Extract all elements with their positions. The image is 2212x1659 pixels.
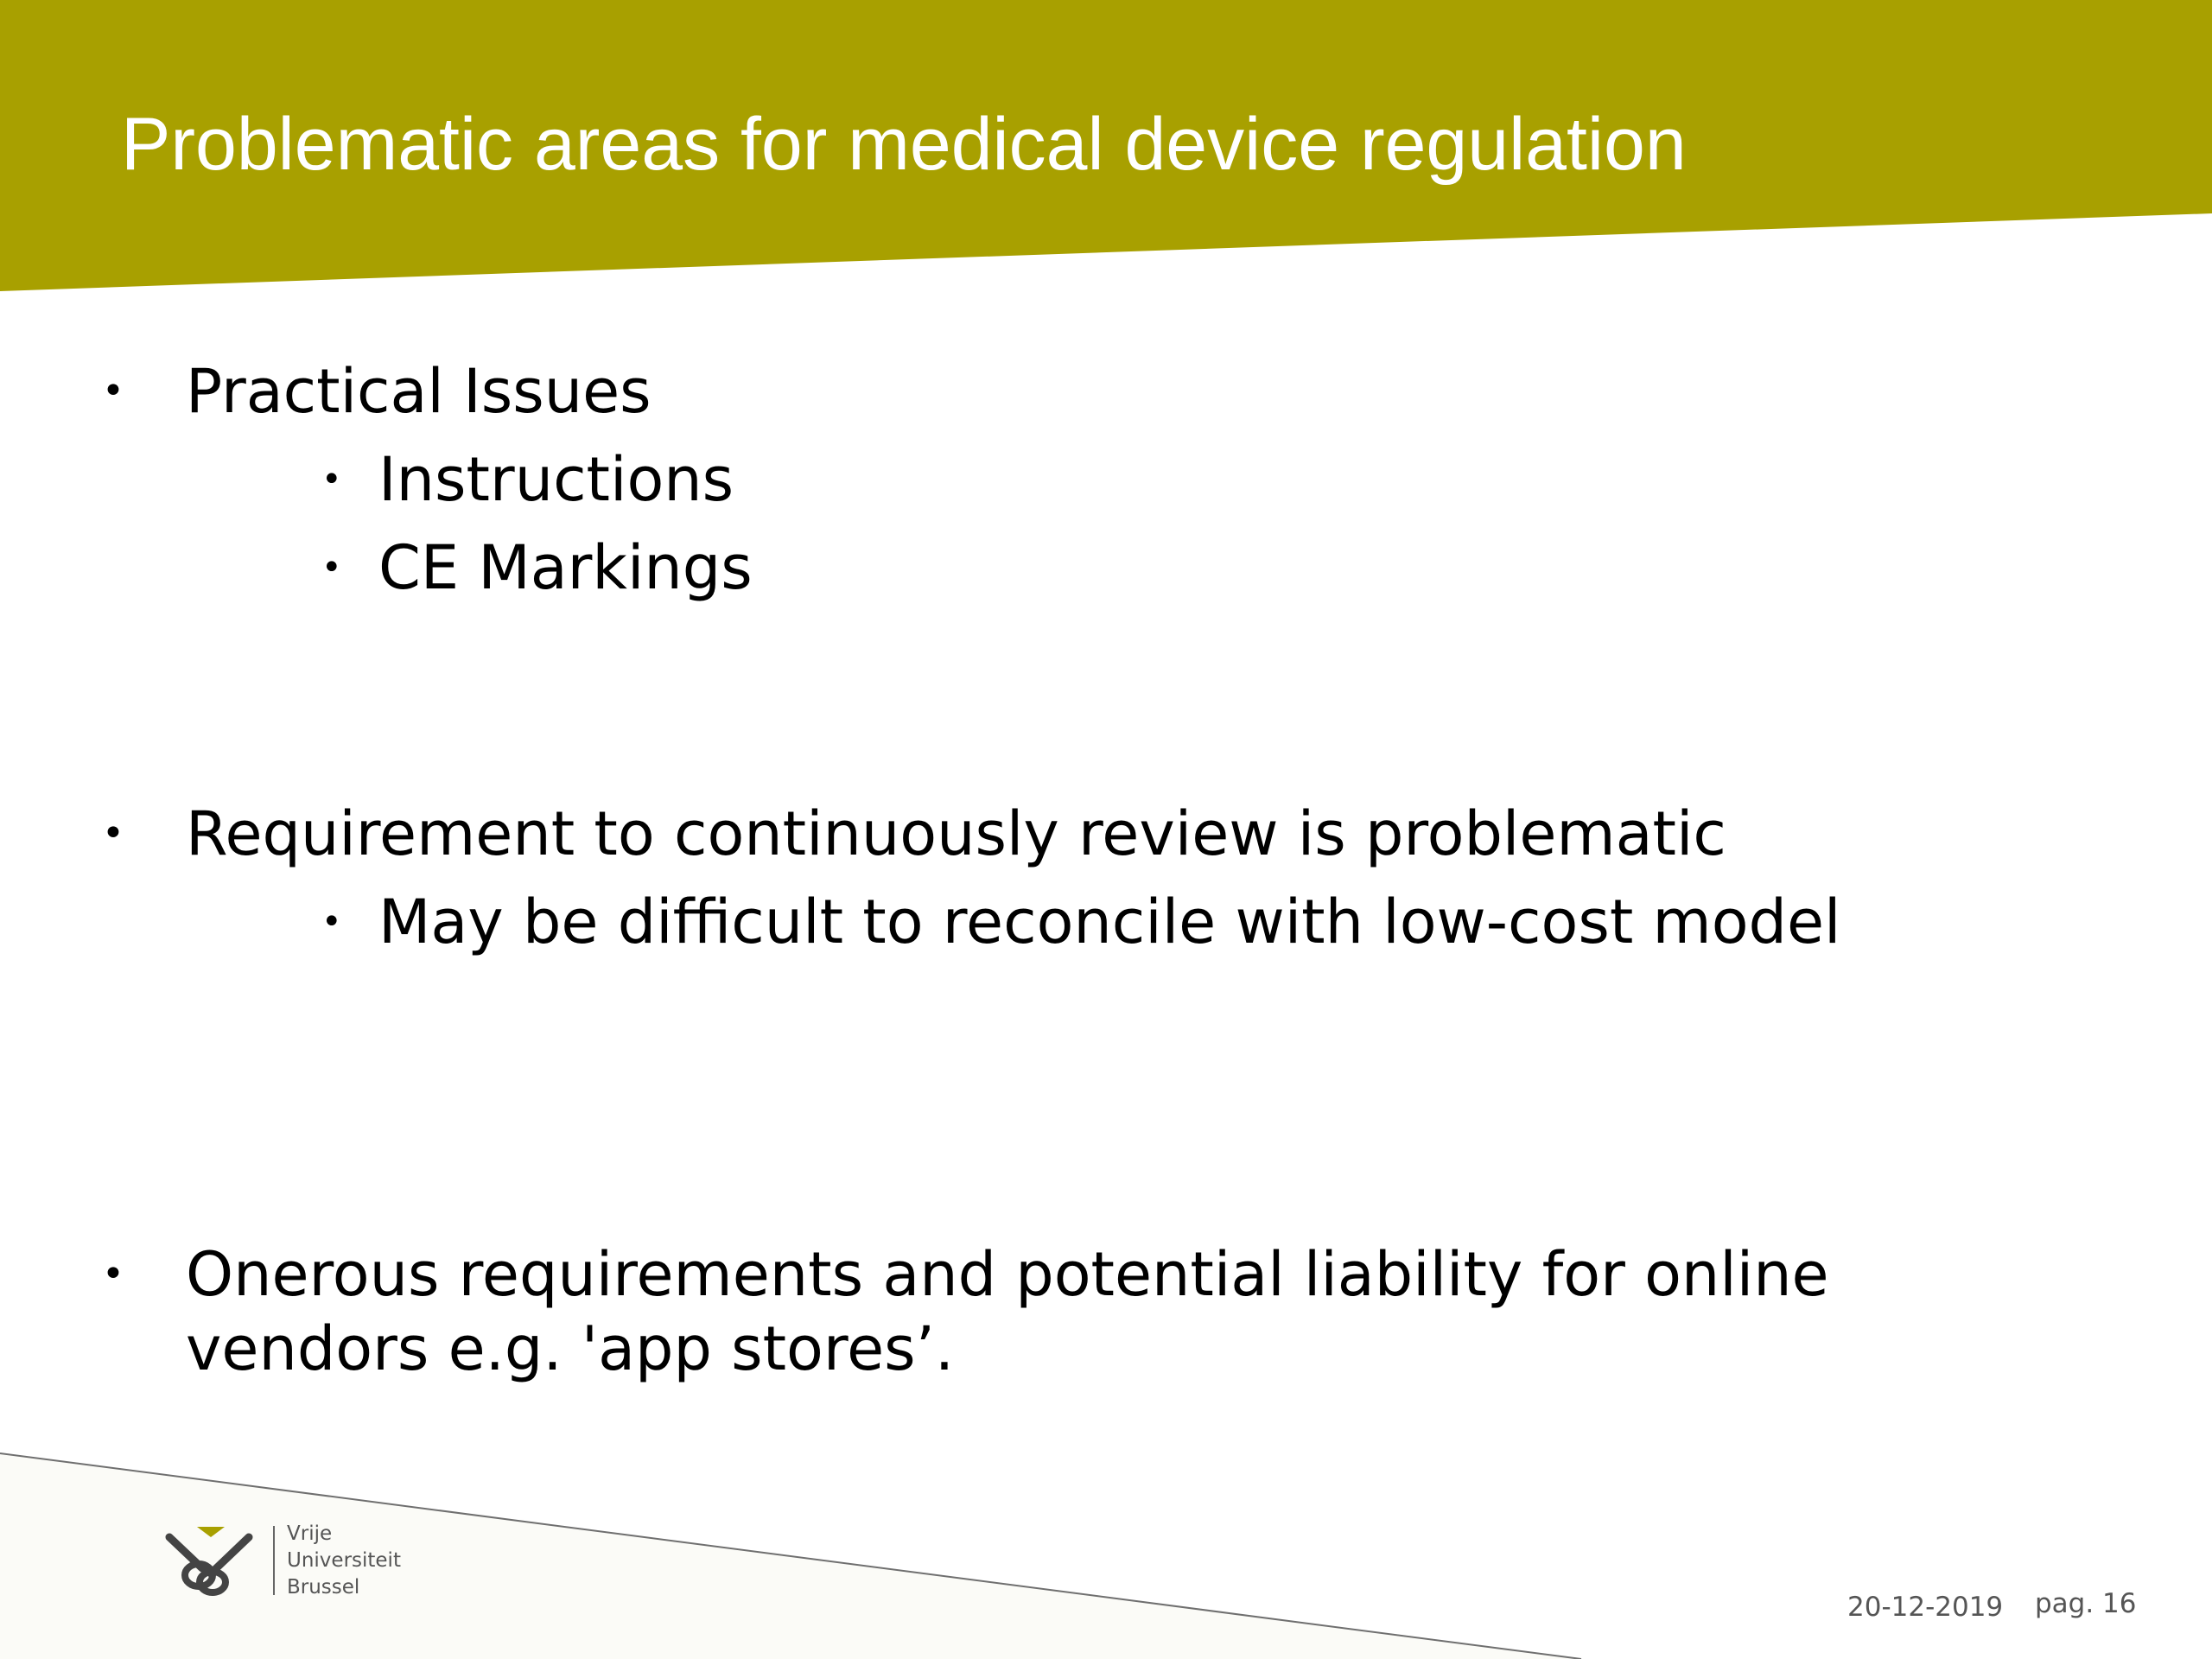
sub-bullet-dot: • <box>321 548 342 588</box>
bullet-text-line-1: Onerous requirements and potential liability for online <box>186 1239 1829 1310</box>
sub-bullet-text: Instructions <box>378 444 734 515</box>
bullet-text: Requirement to continuously review is problematic <box>186 798 1726 869</box>
bullet-dot: • <box>102 811 124 855</box>
page-number: pag. 16 <box>2035 1588 2137 1619</box>
sub-bullet-low-cost-model <box>0 879 2074 965</box>
sub-bullet-dot: • <box>321 460 342 499</box>
bullet-text-line-2: vendors e.g. 'app stores’. <box>186 1313 955 1384</box>
bullet-dot: • <box>102 369 124 413</box>
institution-line: Brussel <box>287 1576 360 1599</box>
sub-bullet-text: CE Markings <box>378 532 753 603</box>
bullet-dot: • <box>102 1252 124 1296</box>
sub-bullet-dot: • <box>321 902 342 942</box>
bullet-onerous-requirements <box>0 1231 2074 1387</box>
bullet-continuous-review <box>0 791 2074 877</box>
bullet-practical-issues <box>0 348 2074 435</box>
logo-divider <box>273 1526 275 1595</box>
footer-date: 20-12-2019 <box>1847 1592 2004 1623</box>
slide-title: Problematic areas for medical device regulation <box>121 103 1687 186</box>
sub-bullet-instructions <box>0 436 2074 523</box>
vub-logo-icon <box>164 1516 259 1599</box>
bullet-text: Practical Issues <box>186 356 652 427</box>
institution-line: Vrije <box>287 1522 333 1545</box>
institution-line: Universiteit <box>287 1549 401 1572</box>
institution-name <box>287 1521 401 1601</box>
sub-bullet-text: May be difficult to reconcile with low-cost model <box>378 887 1841 957</box>
sub-bullet-ce-markings <box>0 524 2074 611</box>
